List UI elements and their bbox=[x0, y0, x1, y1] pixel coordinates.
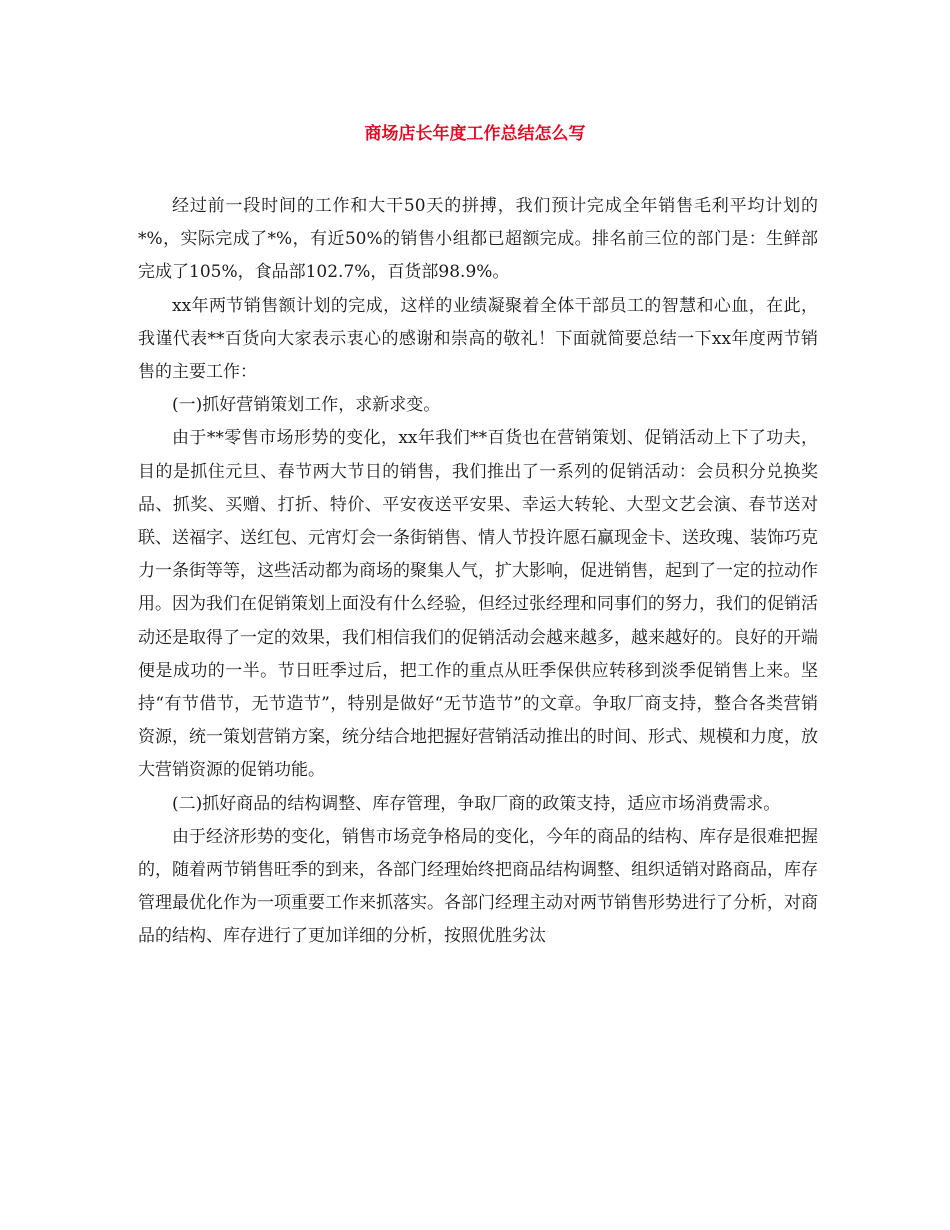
paragraph-1: 经过前一段时间的工作和大干50天的拼搏，我们预计完成全年销售毛利平均计划的*%，实际完成了*%，有近50%的销售小组都已超额完成。排名前三位的部门是：生鲜部完成了105%，食品部102.7%，百货部98.9%。 bbox=[138, 196, 818, 283]
section-heading-2: (二)抓好商品的结构调整、库存管理，争取厂商的政策支持，适应市场消费需求。 bbox=[172, 793, 781, 814]
document-title: 商场店长年度工作总结怎么写 bbox=[364, 124, 586, 144]
document-body bbox=[138, 190, 818, 954]
paragraph-4: 由于经济形势的变化，销售市场竞争格局的变化，今年的商品的结构、库存是很难把握的，随着两节销售旺季的到来，各部门经理始终把商品结构调整、组织适销对路商品，库存管理最优化作为一项重要工作来抓落实。各部门经理主动对两节销售形势进行了分析，对商品的结构、库存进行了更加详细的分析，按照优胜劣汰 bbox=[138, 826, 818, 947]
section-heading-1: (一)抓好营销策划工作，求新求变。 bbox=[172, 395, 441, 416]
paragraph-3: 由于**零售市场形势的变化，xx年我们**百货也在营销策划、促销活动上下了功夫，目的是抓住元旦、春节两大节日的销售，我们推出了一系列的促销活动：会员积分兑换奖品、抓奖、买赠、打折、特价、平安夜送平安果、幸运大转轮、大型文艺会演、春节送对联、送福字、送红包、元宵灯会一条街销售、情人节投许愿石赢现金卡、送玫瑰、装饰巧克力一条街等等，这些活动都为商场的聚集人气，扩大影响，促进销售，起到了一定的拉动作用。因为我们在促销策划上面没有什么经验，但经过张经理和同事们的努力，我们的促销活动还是取得了一定的效果，我们相信我们的促销活动会越来越多，越来越好的。良好的开端便是成功的一半。节日旺季过后，把工作的重点从旺季保供应转移到淡季促销售上来。坚持“有节借节，无节造节”，特别是做好“无节造节”的文章。争取厂商支持，整合各类营销资源，统一策划营销方案，统分结合地把握好营销活动推出的时间、形式、规模和力度，放大营销资源的促销功能。 bbox=[138, 428, 818, 781]
paragraph-2: xx年两节销售额计划的完成，这样的业绩凝聚着全体干部员工的智慧和心血，在此，我谨代表**百货向大家表示衷心的感谢和崇高的敬礼！下面就简要总结一下xx年度两节销售的主要工作： bbox=[138, 295, 818, 383]
